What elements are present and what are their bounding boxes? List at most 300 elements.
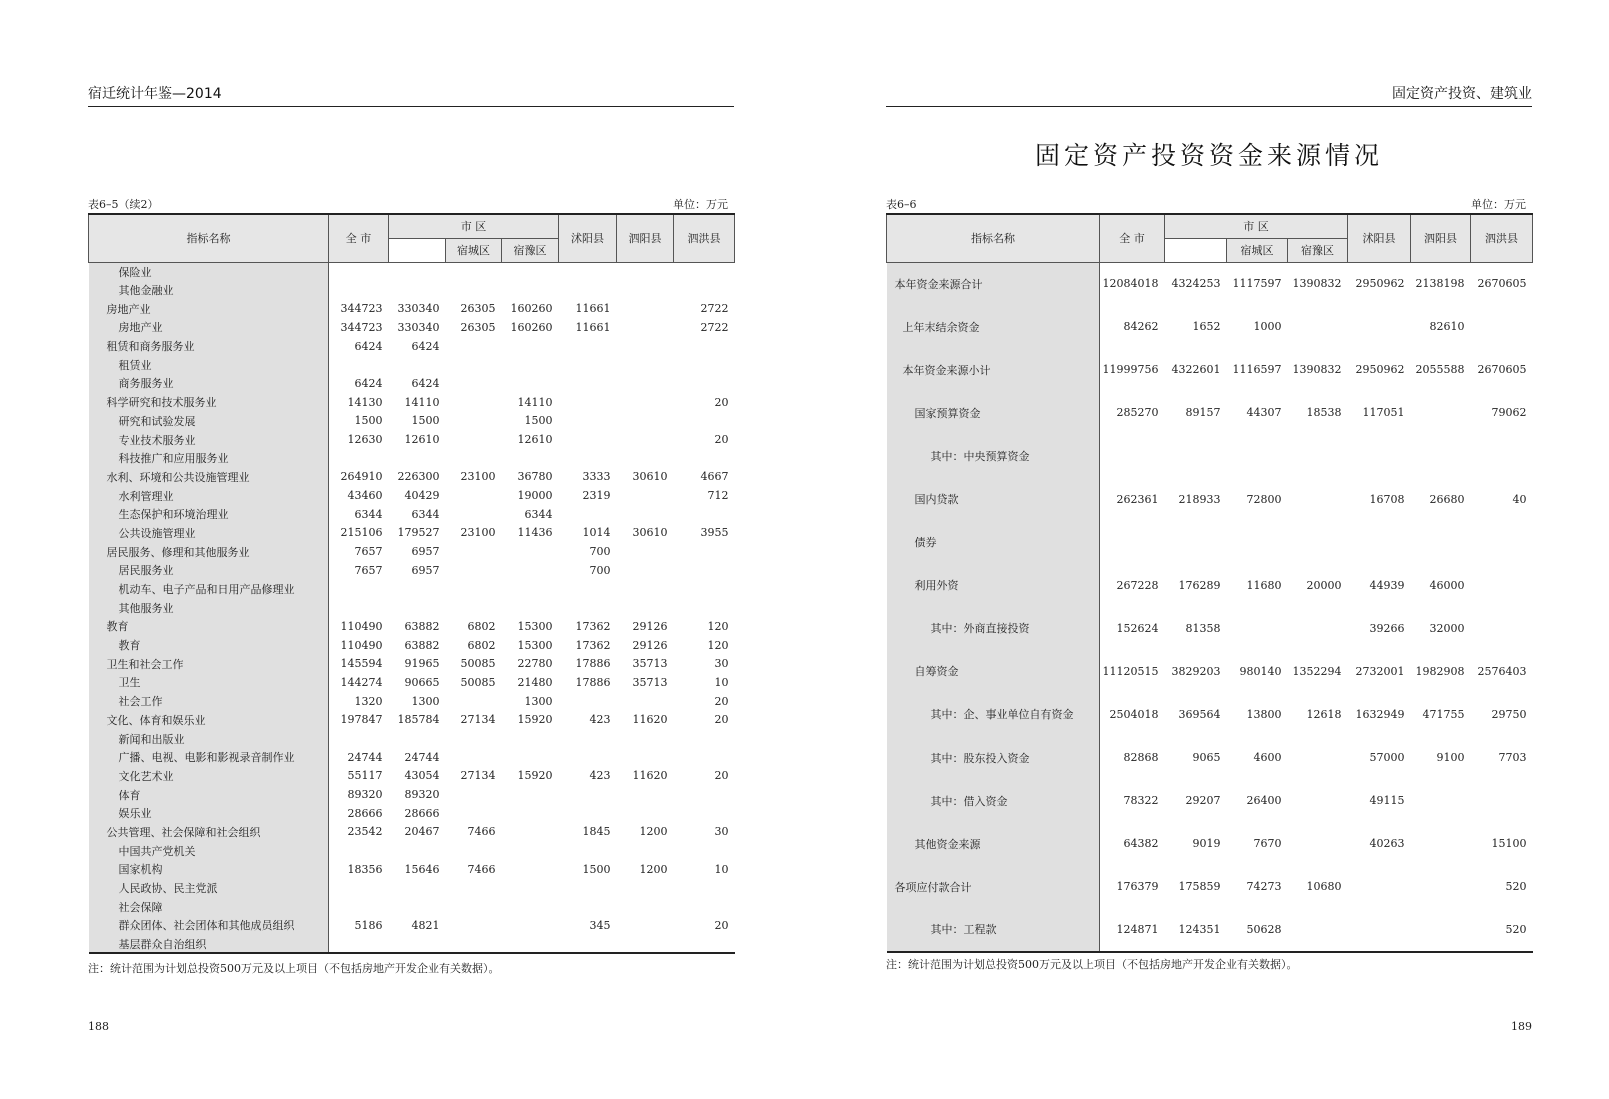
cell-value: 10680 (1306, 880, 1342, 894)
cell-value: 24744 (404, 750, 440, 764)
cell-value (617, 598, 674, 617)
cell-value: 17362 (575, 619, 611, 633)
cell-value: 2504018 (1109, 707, 1159, 721)
row-label: 租赁和商务服务业 (89, 337, 329, 356)
cell-value: 12610 (517, 433, 553, 447)
cell-value (502, 337, 559, 356)
cell-value: 6424 (354, 376, 383, 390)
cell-value: 14110 (517, 395, 553, 409)
table-caption (886, 196, 1532, 212)
cell-value: 2722 (700, 302, 729, 316)
cell-value (446, 281, 502, 300)
cell-value (502, 542, 559, 561)
table-row (89, 561, 735, 580)
table-body (89, 262, 735, 953)
table-row (89, 412, 735, 431)
header-shuyang: 沭阳县 (1348, 214, 1411, 262)
table-caption (88, 196, 734, 212)
cell-value (446, 355, 502, 374)
cell-value: 36780 (517, 470, 553, 484)
cell-value: 1390832 (1292, 363, 1342, 377)
cell-value: 226300 (397, 470, 440, 484)
cell-value (329, 729, 389, 748)
cell-value: 2576403 (1477, 664, 1527, 678)
cell-value: 1390832 (1292, 277, 1342, 291)
table-row (89, 673, 735, 692)
cell-value: 1300 (524, 694, 553, 708)
cell-value: 2950962 (1355, 363, 1405, 377)
cell-value (329, 935, 389, 954)
cell-value: 1000 (1253, 320, 1282, 334)
cell-value (1100, 521, 1165, 564)
cell-value: 1632949 (1355, 707, 1405, 721)
cell-value: 74273 (1246, 880, 1282, 894)
cell-value (617, 393, 674, 412)
row-label: 体育 (89, 785, 329, 804)
cell-value (446, 785, 502, 804)
row-label: 商务服务业 (89, 374, 329, 393)
table-row (89, 524, 735, 543)
cell-value: 1352294 (1292, 664, 1342, 678)
cell-value (617, 561, 674, 580)
cell-value: 2950962 (1355, 277, 1405, 291)
cell-value: 144274 (340, 675, 383, 689)
unit-label: 单位：万元 (1471, 198, 1526, 211)
row-label: 房地产业 (89, 318, 329, 337)
cell-value (1411, 779, 1471, 822)
cell-value: 40429 (404, 489, 440, 503)
cell-value: 120 (707, 638, 729, 652)
cell-value: 152624 (1116, 621, 1159, 635)
cell-value: 1500 (354, 414, 383, 428)
cell-value: 344723 (340, 302, 383, 316)
cell-value (674, 580, 735, 599)
cell-value: 4322601 (1171, 363, 1221, 377)
table-row (89, 393, 735, 412)
cell-value (559, 692, 617, 711)
row-label: 文化艺术业 (89, 767, 329, 786)
row-label: 公共管理、社会保障和社会组织 (89, 823, 329, 842)
cell-value (446, 879, 502, 898)
running-head (886, 86, 1532, 107)
cell-value: 79062 (1491, 406, 1527, 420)
cell-value (674, 355, 735, 374)
row-label: 房地产业 (89, 299, 329, 318)
cell-value (1288, 521, 1348, 564)
table-row (89, 654, 735, 673)
table-row (89, 580, 735, 599)
cell-value: 330340 (397, 320, 440, 334)
cell-value: 20 (714, 769, 729, 783)
cell-value: 262361 (1116, 492, 1159, 506)
cell-value: 44307 (1246, 406, 1282, 420)
investment-by-industry-table (88, 213, 735, 954)
cell-value: 2319 (582, 489, 611, 503)
cell-value: 15300 (517, 619, 553, 633)
cell-value (502, 897, 559, 916)
row-label: 居民服务业 (89, 561, 329, 580)
header-sucheng: 宿城区 (446, 238, 502, 262)
cell-value: 10 (714, 862, 729, 876)
cell-value: 6344 (524, 507, 553, 521)
cell-value: 3829203 (1171, 664, 1221, 678)
cell-value: 17362 (575, 638, 611, 652)
table-row (89, 542, 735, 561)
table-row (89, 879, 735, 898)
cell-value: 12630 (347, 433, 383, 447)
table-row (887, 434, 1533, 477)
cell-value (617, 748, 674, 767)
cell-value (674, 804, 735, 823)
row-label: 专业技术服务业 (89, 430, 329, 449)
cell-value (389, 598, 446, 617)
cell-value: 6424 (411, 339, 440, 353)
table-row (887, 650, 1533, 693)
cell-value: 6802 (467, 638, 496, 652)
cell-value: 145594 (340, 657, 383, 671)
cell-value (559, 430, 617, 449)
cell-value: 26680 (1429, 492, 1465, 506)
cell-value (674, 374, 735, 393)
cell-value: 11661 (575, 302, 611, 316)
header-city: 全 市 (329, 214, 389, 262)
table-row (89, 262, 735, 281)
cell-value (502, 262, 559, 281)
book-title: 宿迁统计年鉴—2014 (88, 86, 222, 102)
cell-value (559, 841, 617, 860)
running-head (88, 86, 734, 107)
table-row (89, 804, 735, 823)
row-label: 文化、体育和娱乐业 (89, 711, 329, 730)
row-label: 其中：借入资金 (887, 779, 1100, 822)
cell-value: 1320 (354, 694, 383, 708)
cell-value (1348, 865, 1411, 908)
cell-value: 20000 (1306, 578, 1342, 592)
header-sucheng: 宿城区 (1227, 238, 1288, 262)
cell-value: 9019 (1192, 837, 1221, 851)
table-row (89, 430, 735, 449)
cell-value (1411, 434, 1471, 477)
header-sihong: 泗洪县 (1471, 214, 1533, 262)
cell-value: 81358 (1185, 621, 1221, 635)
cell-value: 423 (589, 769, 611, 783)
cell-value: 6957 (411, 563, 440, 577)
row-label: 生态保护和环境治理业 (89, 505, 329, 524)
row-label: 各项应付款合计 (887, 865, 1100, 908)
cell-value (446, 393, 502, 412)
cell-value: 40263 (1369, 837, 1405, 851)
cell-value: 1200 (639, 862, 668, 876)
cell-value (559, 355, 617, 374)
funding-source-table (886, 213, 1533, 953)
cell-value (1471, 434, 1533, 477)
cell-value (617, 337, 674, 356)
cell-value (446, 337, 502, 356)
cell-value (1165, 521, 1227, 564)
cell-value (446, 748, 502, 767)
cell-value: 90665 (404, 675, 440, 689)
cell-value: 6424 (354, 339, 383, 353)
cell-value (446, 486, 502, 505)
cell-value: 20 (714, 395, 729, 409)
table-note: 注：统计范围为计划总投资500万元及以上项目（不包括房地产开发企业有关数据）。 (886, 958, 1298, 971)
cell-value (674, 561, 735, 580)
cell-value (1471, 779, 1533, 822)
cell-value (1471, 305, 1533, 348)
cell-value (1348, 434, 1411, 477)
table-number: 表6–5（续2） (88, 198, 159, 211)
table-row (89, 729, 735, 748)
cell-value (502, 355, 559, 374)
cell-value (502, 598, 559, 617)
cell-value: 1300 (411, 694, 440, 708)
cell-value: 43460 (347, 489, 383, 503)
cell-value (617, 449, 674, 468)
cell-value: 1116597 (1232, 363, 1282, 377)
cell-value: 176289 (1178, 578, 1221, 592)
cell-value (617, 281, 674, 300)
cell-value: 700 (589, 563, 611, 577)
cell-value (559, 505, 617, 524)
cell-value (1471, 564, 1533, 607)
row-label: 群众团体、社会团体和其他成员组织 (89, 916, 329, 935)
cell-value (389, 879, 446, 898)
cell-value: 14110 (404, 395, 440, 409)
cell-value (1227, 607, 1288, 650)
table-row (89, 935, 735, 954)
table-row (89, 486, 735, 505)
cell-value (617, 318, 674, 337)
cell-value: 7657 (354, 563, 383, 577)
cell-value (446, 935, 502, 954)
cell-value: 110490 (340, 638, 383, 652)
cell-value (674, 337, 735, 356)
cell-value (389, 841, 446, 860)
row-label: 其他资金来源 (887, 822, 1100, 865)
cell-value (389, 580, 446, 599)
cell-value (617, 355, 674, 374)
cell-value: 63882 (404, 619, 440, 633)
table-row (89, 468, 735, 487)
table-row (89, 860, 735, 879)
cell-value: 4667 (700, 470, 729, 484)
page-number: 188 (88, 1020, 109, 1033)
cell-value (502, 729, 559, 748)
cell-value: 267228 (1116, 578, 1159, 592)
row-label: 利用外资 (887, 564, 1100, 607)
cell-value: 17886 (575, 675, 611, 689)
cell-value: 44939 (1369, 578, 1405, 592)
cell-value: 175859 (1178, 880, 1221, 894)
cell-value (617, 542, 674, 561)
cell-value: 179527 (397, 526, 440, 540)
cell-value (617, 299, 674, 318)
row-label: 租赁业 (89, 355, 329, 374)
cell-value (674, 412, 735, 431)
cell-value: 2722 (700, 320, 729, 334)
cell-value: 218933 (1178, 492, 1221, 506)
table-row (89, 299, 735, 318)
cell-value: 24744 (347, 750, 383, 764)
cell-value (446, 598, 502, 617)
cell-value: 124871 (1100, 908, 1165, 951)
cell-value: 264910 (340, 470, 383, 484)
cell-value (446, 430, 502, 449)
cell-value: 23100 (460, 526, 496, 540)
cell-value: 10 (714, 675, 729, 689)
row-label: 本年资金来源合计 (887, 262, 1100, 305)
cell-value (446, 262, 502, 281)
cell-value (502, 935, 559, 954)
cell-value (674, 897, 735, 916)
cell-value: 23542 (347, 825, 383, 839)
cell-value: 6344 (354, 507, 383, 521)
cell-value (389, 935, 446, 954)
table-row (89, 318, 735, 337)
row-label: 基层群众自治组织 (89, 935, 329, 954)
cell-value (1411, 908, 1471, 951)
cell-value (674, 785, 735, 804)
table-row (887, 262, 1533, 305)
cell-value (1288, 779, 1348, 822)
cell-value: 23100 (460, 470, 496, 484)
cell-value (674, 879, 735, 898)
cell-value: 345 (589, 918, 611, 932)
header-siyang: 泗阳县 (1411, 214, 1471, 262)
cell-value (559, 748, 617, 767)
cell-value: 1014 (582, 526, 611, 540)
row-label: 上年末结余资金 (887, 305, 1100, 348)
cell-value (674, 729, 735, 748)
cell-value: 20 (714, 694, 729, 708)
row-label: 水利、环境和公共设施管理业 (89, 468, 329, 487)
cell-value (1227, 521, 1288, 564)
cell-value: 28666 (347, 806, 383, 820)
row-label: 中国共产党机关 (89, 841, 329, 860)
cell-value: 124351 (1165, 908, 1227, 951)
table-row (89, 692, 735, 711)
cell-value (559, 281, 617, 300)
cell-value (1288, 477, 1348, 520)
cell-value: 27134 (460, 769, 496, 783)
table-row (89, 823, 735, 842)
cell-value (617, 412, 674, 431)
cell-value: 330340 (397, 302, 440, 316)
cell-value: 22780 (517, 657, 553, 671)
cell-value: 50085 (460, 657, 496, 671)
cell-value (329, 598, 389, 617)
cell-value: 5186 (354, 918, 383, 932)
cell-value (502, 580, 559, 599)
cell-value: 35713 (632, 657, 668, 671)
row-label: 其中：中央预算资金 (887, 434, 1100, 477)
cell-value: 30 (714, 657, 729, 671)
cell-value (559, 449, 617, 468)
cell-value (1288, 908, 1348, 951)
row-label: 国家机构 (89, 860, 329, 879)
row-label: 保险业 (89, 262, 329, 281)
cell-value (329, 897, 389, 916)
cell-value (674, 598, 735, 617)
cell-value (446, 449, 502, 468)
cell-value: 160260 (510, 302, 553, 316)
cell-value: 46000 (1429, 578, 1465, 592)
cell-value: 11680 (1246, 578, 1282, 592)
row-label: 居民服务、修理和其他服务业 (89, 542, 329, 561)
table-row (89, 617, 735, 636)
chapter-title: 固定资产投资、建筑业 (1392, 86, 1532, 102)
cell-value (674, 935, 735, 954)
page-number: 189 (1511, 1020, 1532, 1033)
cell-value (389, 449, 446, 468)
cell-value (389, 729, 446, 748)
row-label: 公共设施管理业 (89, 524, 329, 543)
cell-value: 11620 (632, 769, 668, 783)
row-label: 卫生和社会工作 (89, 654, 329, 673)
cell-value (617, 580, 674, 599)
cell-value: 7466 (467, 825, 496, 839)
header-suyu: 宿豫区 (1288, 238, 1348, 262)
cell-value (674, 262, 735, 281)
cell-value (1288, 736, 1348, 779)
cell-value: 84262 (1123, 320, 1159, 334)
cell-value (446, 692, 502, 711)
cell-value (674, 449, 735, 468)
cell-value: 57000 (1369, 751, 1405, 765)
cell-value: 26305 (460, 320, 496, 334)
table-row (887, 736, 1533, 779)
cell-value (674, 281, 735, 300)
cell-value: 2138198 (1415, 277, 1465, 291)
row-label: 社会工作 (89, 692, 329, 711)
cell-value (446, 804, 502, 823)
cell-value: 89320 (404, 788, 440, 802)
cell-value: 520 (1505, 880, 1527, 894)
cell-value: 29750 (1491, 707, 1527, 721)
cell-value (502, 785, 559, 804)
unit-label: 单位：万元 (673, 198, 728, 211)
cell-value: 89157 (1185, 406, 1221, 420)
cell-value (446, 542, 502, 561)
table-note: 注：统计范围为计划总投资500万元及以上项目（不包括房地产开发企业有关数据）。 (88, 962, 500, 975)
cell-value: 15300 (517, 638, 553, 652)
cell-value: 369564 (1178, 707, 1221, 721)
cell-value (502, 879, 559, 898)
row-label: 娱乐业 (89, 804, 329, 823)
header-urban-blank (1165, 238, 1227, 262)
row-label: 教育 (89, 617, 329, 636)
cell-value: 30610 (632, 526, 668, 540)
cell-value: 12084018 (1102, 277, 1159, 291)
cell-value: 7703 (1498, 751, 1527, 765)
right-page (886, 0, 1532, 1099)
table-row (89, 785, 735, 804)
cell-value: 43054 (404, 769, 440, 783)
table-row (89, 337, 735, 356)
cell-value (617, 430, 674, 449)
cell-value: 6424 (411, 376, 440, 390)
cell-value: 176379 (1116, 880, 1159, 894)
cell-value (329, 841, 389, 860)
cell-value: 20 (714, 918, 729, 932)
cell-value (559, 879, 617, 898)
cell-value: 3955 (700, 526, 729, 540)
row-label: 其他服务业 (89, 598, 329, 617)
table-number: 表6–6 (886, 198, 917, 211)
cell-value (389, 281, 446, 300)
cell-value (617, 785, 674, 804)
cell-value: 117051 (1362, 406, 1405, 420)
